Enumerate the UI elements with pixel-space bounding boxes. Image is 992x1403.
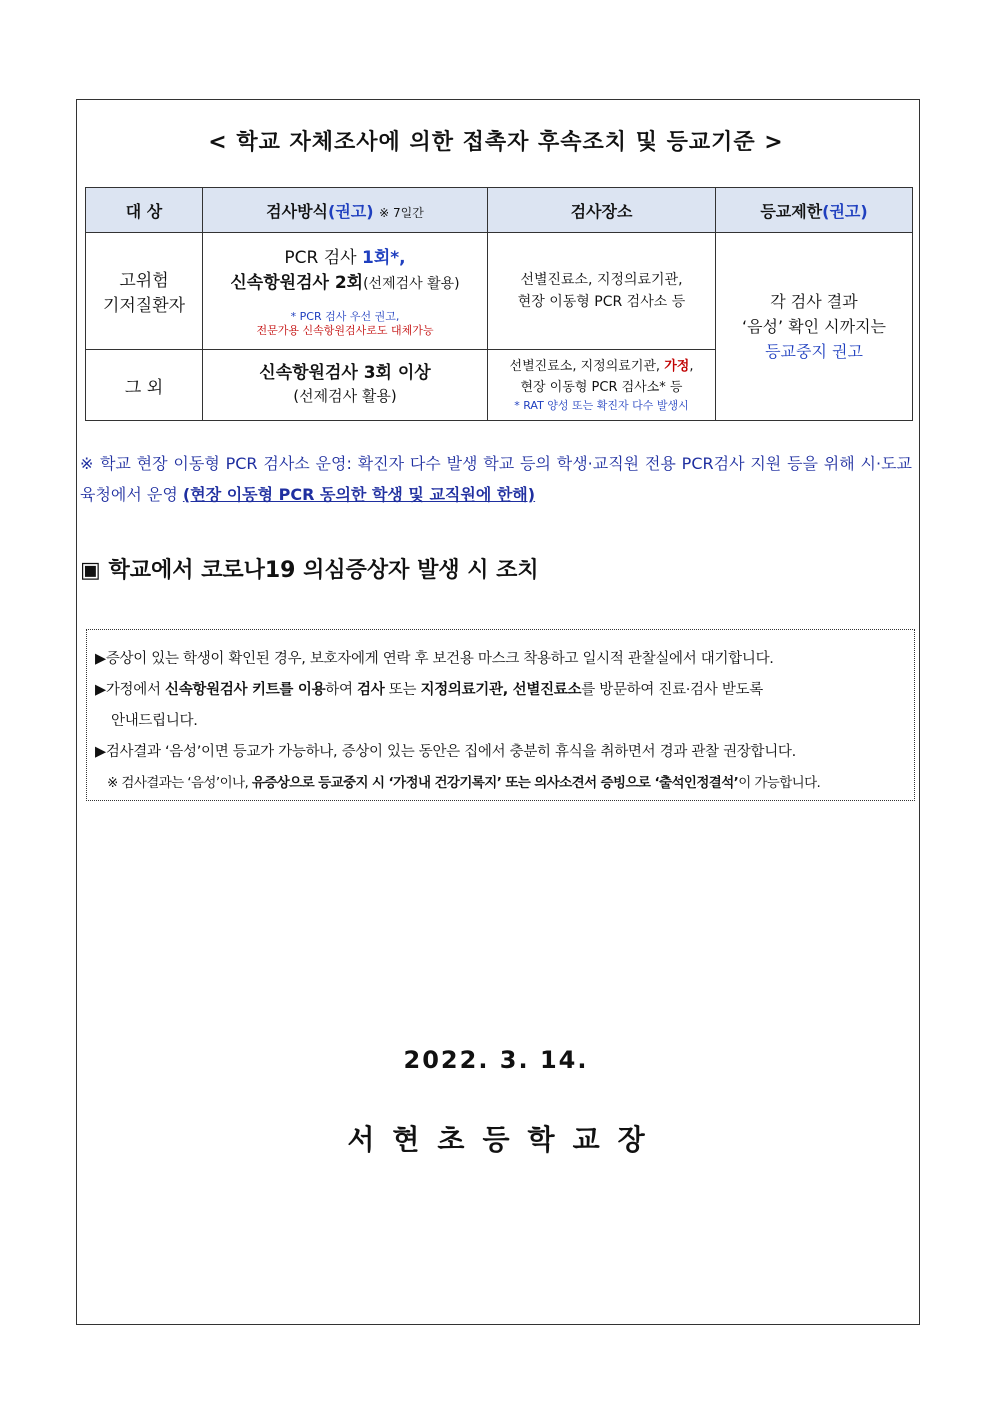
guidance-item-2-f: 지정의료기관, 선별진료소 bbox=[420, 682, 582, 698]
header-place: 검사장소 bbox=[488, 188, 716, 233]
header-limit bbox=[716, 188, 913, 233]
row2-place-line1b: 가정 bbox=[664, 359, 690, 374]
table-row bbox=[86, 233, 913, 350]
limit-line2: ‘음성’ 확인 시까지는 bbox=[742, 317, 886, 336]
limit-line3: 등교중지 권고 bbox=[765, 342, 863, 361]
row1-place-line1: 선별진료소, 지정의료기관, bbox=[520, 272, 683, 288]
row1-place bbox=[488, 233, 716, 350]
guidance-item-2-cont: 안내드립니다. bbox=[111, 713, 198, 729]
row1-method bbox=[203, 233, 488, 350]
page-title: < 학교 자체조사에 의한 접촉자 후속조치 및 등교기준 > bbox=[208, 130, 784, 155]
row1-method-pcr-a: PCR 검사 bbox=[284, 247, 362, 268]
guidance-item-2 bbox=[95, 675, 906, 706]
section-heading: ▣ 학교에서 코로나19 의심증상자 발생 시 조치 bbox=[80, 558, 539, 583]
header-method bbox=[203, 188, 488, 233]
row2-method-line1: 신속항원검사 3회 이상 bbox=[259, 363, 431, 383]
row1-method-pcr bbox=[203, 245, 487, 271]
table-header-row bbox=[86, 188, 913, 233]
header-limit-label: 등교제한 bbox=[760, 201, 823, 221]
header-limit-rec: (권고) bbox=[822, 201, 868, 221]
row1-method-rat-note: (선제검사 활용) bbox=[363, 275, 460, 292]
limit-line1: 각 검사 결과 bbox=[770, 292, 858, 311]
guidance-item-2-c: 하여 bbox=[325, 682, 358, 698]
guidance-item-2-d: 검사 bbox=[357, 682, 385, 698]
row2-place-line1 bbox=[488, 356, 715, 377]
row2-place-line1a: 선별진료소, 지정의료기관, bbox=[509, 359, 665, 374]
header-method-note: ※ 7일간 bbox=[379, 205, 424, 220]
row2-place-note: * RAT 양성 또는 확진자 다수 발생시 bbox=[514, 399, 689, 412]
row1-method-pcr-b: 1회*, bbox=[361, 247, 406, 268]
row1-method-note1: * PCR 검사 우선 권고, bbox=[290, 309, 400, 323]
header-method-rec: (권고) bbox=[328, 201, 374, 221]
pcr-site-note-underlined: (현장 이동형 PCR 동의한 학생 및 교직원에 한해) bbox=[182, 485, 536, 504]
row2-place-line2: 현장 이동형 PCR 검사소* 등 bbox=[520, 380, 683, 395]
pcr-site-note-text: ※ 학교 현장 이동형 PCR 검사소 운영: 확진자 다수 발생 학교 등의 학생·교직원 전용 PCR검사 지원 등을 위해 시·도교육청에서 운영 bbox=[80, 454, 912, 504]
row2-method-line2: (선제검사 활용) bbox=[293, 387, 397, 405]
criteria-table bbox=[85, 187, 913, 421]
row2-place bbox=[488, 350, 716, 421]
limit-cell bbox=[716, 233, 913, 421]
guidance-note-c: 이 가능합니다. bbox=[738, 775, 821, 791]
row1-method-rat bbox=[203, 271, 487, 296]
pcr-site-note bbox=[80, 448, 912, 510]
document-date: 2022. 3. 14. bbox=[403, 1046, 589, 1074]
row2-method bbox=[203, 350, 488, 421]
header-target: 대 상 bbox=[86, 188, 203, 233]
guidance-item-2-a: ▶가정에서 bbox=[95, 682, 165, 698]
principal-signature: 서현초등학교장 bbox=[347, 1123, 663, 1156]
row1-method-note2: 전문가용 신속항원검사로도 대체가능 bbox=[256, 323, 434, 337]
symptom-guidance-box bbox=[86, 629, 915, 801]
guidance-item-2-g: 를 방문하여 진료·검사 받도록 bbox=[581, 682, 763, 698]
row1-target-line2: 기저질환자 bbox=[102, 296, 186, 316]
row1-method-rat-label: 신속항원검사 2회 bbox=[230, 272, 364, 293]
guidance-note bbox=[95, 768, 906, 799]
guidance-item-2-e: 또는 bbox=[384, 682, 421, 698]
guidance-note-a: ※ 검사결과는 ‘음성’이나, bbox=[107, 775, 252, 791]
row1-target bbox=[86, 233, 203, 350]
row2-place-line1c: , bbox=[689, 359, 694, 374]
guidance-item-3: ▶검사결과 ‘음성’이면 등교가 가능하나, 증상이 있는 동안은 집에서 충분히 휴식을 취하면서 경과 관찰 권장합니다. bbox=[95, 744, 796, 760]
guidance-item-2-b: 신속항원검사 키트를 이용 bbox=[165, 682, 326, 698]
header-method-label: 검사방식 bbox=[266, 201, 328, 221]
guidance-item-1: ▶증상이 있는 학생이 확인된 경우, 보호자에게 연락 후 보건용 마스크 착용하고 일시적 관찰실에서 대기합니다. bbox=[95, 651, 774, 667]
row2-target: 그 외 bbox=[86, 350, 203, 421]
guidance-note-b: 유증상으로 등교중지 시 ‘가정내 건강기록지’ 또는 의사소견서 증빙으로 ‘출석인정결석’ bbox=[251, 775, 739, 791]
row1-target-line1: 고위험 bbox=[119, 271, 169, 291]
row1-place-line2: 현장 이동형 PCR 검사소 등 bbox=[517, 294, 686, 310]
